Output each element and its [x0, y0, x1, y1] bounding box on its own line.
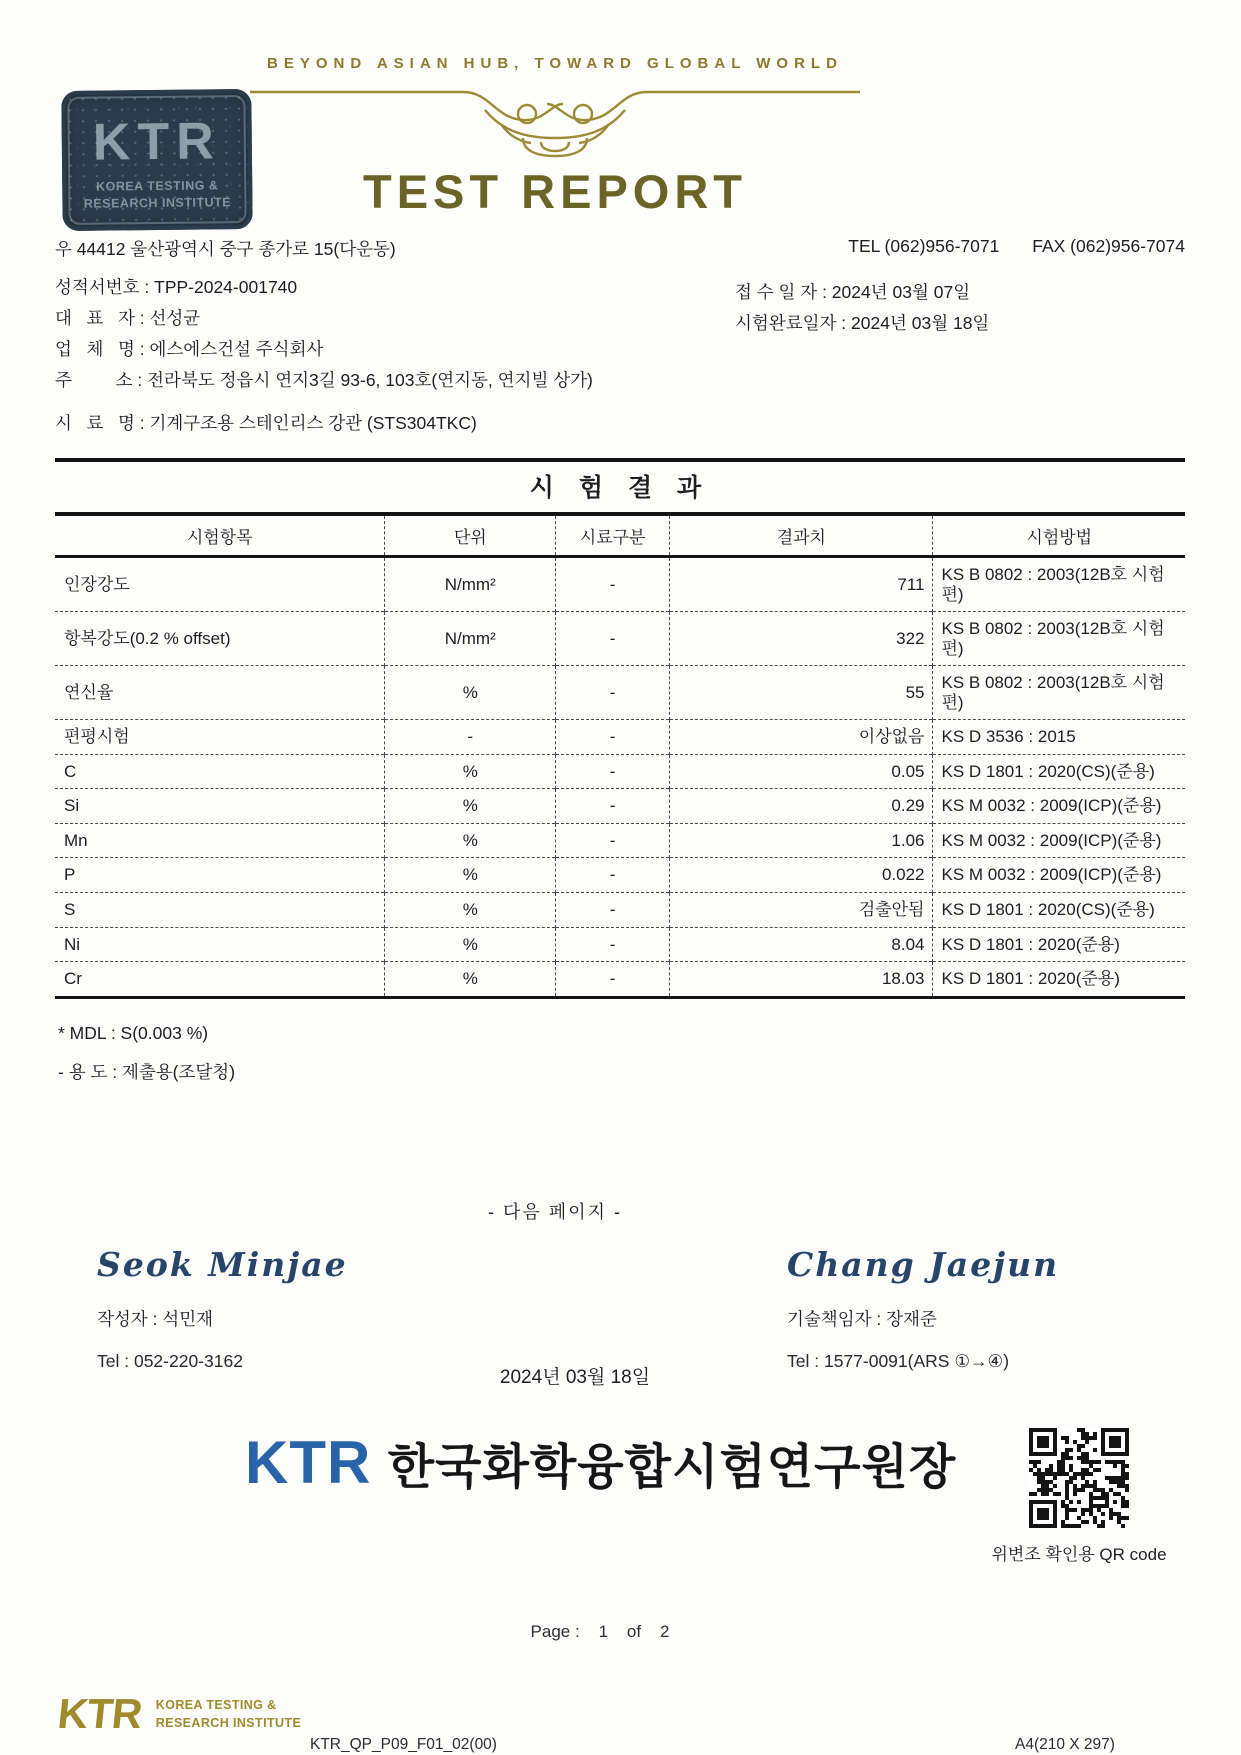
- table-row: [55, 927, 1185, 962]
- table-cell: Si: [55, 789, 385, 824]
- sample-name-line: [55, 410, 477, 435]
- table-cell: -: [556, 893, 670, 928]
- qr-code-icon: [1029, 1428, 1129, 1528]
- table-cell: 편평시험: [55, 720, 385, 755]
- note-line: - 용 도 : 제출용(조달청): [58, 1062, 236, 1082]
- table-row: [55, 858, 1185, 893]
- table-row: [55, 612, 1185, 666]
- table-cell: KS D 1801 : 2020(CS)(준용): [933, 893, 1185, 928]
- table-cell: KS B 0802 : 2003(12B호 시험편): [933, 557, 1185, 612]
- table-cell: %: [385, 893, 556, 928]
- info-line: [735, 281, 989, 303]
- results-titlebar: [55, 458, 1185, 516]
- info-label: 주 소 :: [55, 370, 148, 390]
- table-cell: -: [556, 666, 670, 720]
- info-label: 접 수 일 자 :: [735, 282, 832, 302]
- info-line: [55, 369, 593, 391]
- qr-block: [973, 1428, 1185, 1565]
- table-cell: 55: [670, 666, 933, 720]
- postal-address: 우 44412 울산광역시 중구 종가로 15(다운동): [55, 239, 396, 259]
- table-cell: %: [385, 927, 556, 962]
- table-cell: -: [556, 962, 670, 998]
- table-cell: %: [385, 823, 556, 858]
- table-cell: %: [385, 962, 556, 998]
- stamp-line1: KOREA TESTING &: [96, 178, 219, 194]
- table-cell: 검출안됨: [670, 893, 933, 928]
- table-cell: 이상없음: [670, 720, 933, 755]
- tel-fax: [820, 236, 1185, 257]
- table-cell: -: [385, 720, 556, 755]
- ktr-blue-logo: KTR: [245, 1429, 372, 1496]
- signer-author: [97, 1245, 348, 1372]
- info-value: 전라북도 정읍시 연지3길 93-6, 103호(연지동, 연지빌 상가): [147, 370, 593, 390]
- table-cell: -: [556, 754, 670, 789]
- table-cell: %: [385, 789, 556, 824]
- table-cell: KS B 0802 : 2003(12B호 시험편): [933, 666, 1185, 720]
- table-row: [55, 823, 1185, 858]
- table-cell: %: [385, 858, 556, 893]
- info-label: 대 표 자 :: [55, 308, 150, 328]
- table-row: [55, 557, 1185, 612]
- table-cell: KS D 3536 : 2015: [933, 720, 1185, 755]
- table-cell: Mn: [55, 823, 385, 858]
- org-signature-line: [245, 1428, 956, 1497]
- note-line: * MDL : S(0.003 %): [58, 1023, 209, 1043]
- table-cell: -: [556, 789, 670, 824]
- table-cell: P: [55, 858, 385, 893]
- table-cell: 항복강도(0.2 % offset): [55, 612, 385, 666]
- footer-paper-size: A4(210 X 297): [1015, 1736, 1115, 1753]
- info-line: [55, 338, 593, 360]
- table-cell: -: [556, 612, 670, 666]
- table-cell: -: [556, 557, 670, 612]
- info-line: [55, 307, 593, 329]
- table-cell: -: [556, 927, 670, 962]
- table-row: [55, 666, 1185, 720]
- table-cell: Ni: [55, 927, 385, 962]
- info-value: 2024년 03월 07일: [831, 282, 971, 302]
- tech-manager-signature: Chang Jaejun: [787, 1245, 1060, 1284]
- table-cell: S: [55, 893, 385, 928]
- author-role: 작성자 : 석민재: [97, 1309, 214, 1329]
- tech-manager-role: 기술책임자 : 장재준: [787, 1309, 937, 1329]
- footer-ktr-logo: [55, 1690, 302, 1738]
- next-page-marker: - 다음 페이지 -: [488, 1202, 622, 1222]
- column-header: 시료구분: [556, 516, 670, 557]
- table-row: [55, 754, 1185, 789]
- signer-tech-manager: [787, 1245, 1059, 1372]
- stamp-subtext: [62, 177, 252, 213]
- info-label: 성적서번호 :: [55, 277, 155, 297]
- table-cell: 0.29: [670, 789, 933, 824]
- tagline: BEYOND ASIAN HUB, TOWARD GLOBAL WORLD: [267, 55, 843, 72]
- ktr-stamp-logo: [61, 89, 252, 231]
- info-right: [735, 281, 989, 343]
- table-cell: -: [556, 823, 670, 858]
- author-tel: Tel : 052-220-3162: [97, 1351, 243, 1371]
- table-row: [55, 962, 1185, 998]
- flourish-ornament: [245, 84, 865, 162]
- table-cell: 1.06: [670, 823, 933, 858]
- tech-manager-tel: Tel : 1577-0091(ARS ①→④): [787, 1351, 1010, 1371]
- table-cell: KS M 0032 : 2009(ICP)(준용): [933, 858, 1185, 893]
- table-cell: N/mm²: [385, 557, 556, 612]
- table-cell: 18.03: [670, 962, 933, 998]
- table-cell: %: [385, 754, 556, 789]
- table-cell: KS B 0802 : 2003(12B호 시험편): [933, 612, 1185, 666]
- info-label: 시험완료일자 :: [735, 313, 852, 333]
- contact-row: [55, 236, 1185, 261]
- table-cell: 8.04: [670, 927, 933, 962]
- info-value: 선성균: [149, 308, 201, 328]
- table-cell: KS D 1801 : 2020(CS)(준용): [933, 754, 1185, 789]
- table-cell: KS M 0032 : 2009(ICP)(준용): [933, 823, 1185, 858]
- footer-ktr-text: KTR: [55, 1690, 144, 1737]
- author-signature: Seok Minjae: [97, 1245, 348, 1284]
- info-line: [735, 312, 989, 334]
- stamp-ktr-text: KTR: [92, 112, 222, 172]
- pagination: [0, 1622, 1200, 1642]
- sample-name-label: 시 료 명 :: [55, 413, 150, 433]
- table-cell: N/mm²: [385, 612, 556, 666]
- results-header-row: [55, 516, 1185, 557]
- table-cell: KS M 0032 : 2009(ICP)(준용): [933, 789, 1185, 824]
- table-cell: 711: [670, 557, 933, 612]
- info-value: 에스에스건설 주식회사: [149, 339, 324, 359]
- stamp-line2: RESEARCH INSTITUTE: [83, 195, 232, 211]
- org-name: 한국화학융합시험연구원장: [387, 1441, 957, 1494]
- footer-org-line2: RESEARCH INSTITUTE: [155, 1716, 302, 1730]
- table-row: [55, 789, 1185, 824]
- footer-org-text: [156, 1696, 301, 1732]
- column-header: 시험항목: [55, 516, 385, 557]
- footer-doc-code: KTR_QP_P09_F01_02(00): [310, 1736, 497, 1753]
- sample-name-value: 기계구조용 스테인리스 강관 (STS304TKC): [149, 413, 477, 433]
- results-table: [55, 516, 1185, 999]
- table-cell: 0.05: [670, 754, 933, 789]
- table-row: [55, 893, 1185, 928]
- table-cell: 0.022: [670, 858, 933, 893]
- page-indicator: Page : 1 of 2: [530, 1622, 670, 1641]
- results-table-body: [55, 557, 1185, 998]
- table-cell: 322: [670, 612, 933, 666]
- issue-date: 2024년 03월 18일: [499, 1367, 651, 1388]
- table-cell: Cr: [55, 962, 385, 998]
- info-left: [55, 276, 593, 400]
- results-title: 시 험 결 과: [529, 474, 711, 502]
- qr-caption: 위변조 확인용 QR code: [991, 1545, 1167, 1564]
- table-row: [55, 720, 1185, 755]
- table-cell: KS D 1801 : 2020(준용): [933, 962, 1185, 998]
- info-value: 2024년 03월 18일: [851, 313, 990, 333]
- table-cell: 인장강도: [64, 574, 130, 594]
- column-header: 시험방법: [933, 516, 1185, 557]
- info-label: 업 체 명 :: [55, 339, 150, 359]
- tel-number: TEL (062)956-7071: [848, 236, 1000, 256]
- table-cell: 연신율: [55, 666, 385, 720]
- report-title: TEST REPORT: [362, 165, 748, 218]
- table-cell: -: [556, 720, 670, 755]
- table-cell: %: [385, 666, 556, 720]
- footer-org-line1: KOREA TESTING &: [155, 1697, 277, 1712]
- info-value: TPP-2024-001740: [154, 277, 298, 297]
- table-cell: C: [55, 754, 385, 789]
- fax-number: FAX (062)956-7074: [1032, 236, 1185, 256]
- info-line: [55, 276, 593, 298]
- table-cell: -: [556, 858, 670, 893]
- column-header: 단위: [385, 516, 556, 557]
- results-notes: [58, 1014, 235, 1092]
- results-section: [55, 458, 1185, 999]
- table-cell: KS D 1801 : 2020(준용): [933, 927, 1185, 962]
- column-header: 결과치: [670, 516, 933, 557]
